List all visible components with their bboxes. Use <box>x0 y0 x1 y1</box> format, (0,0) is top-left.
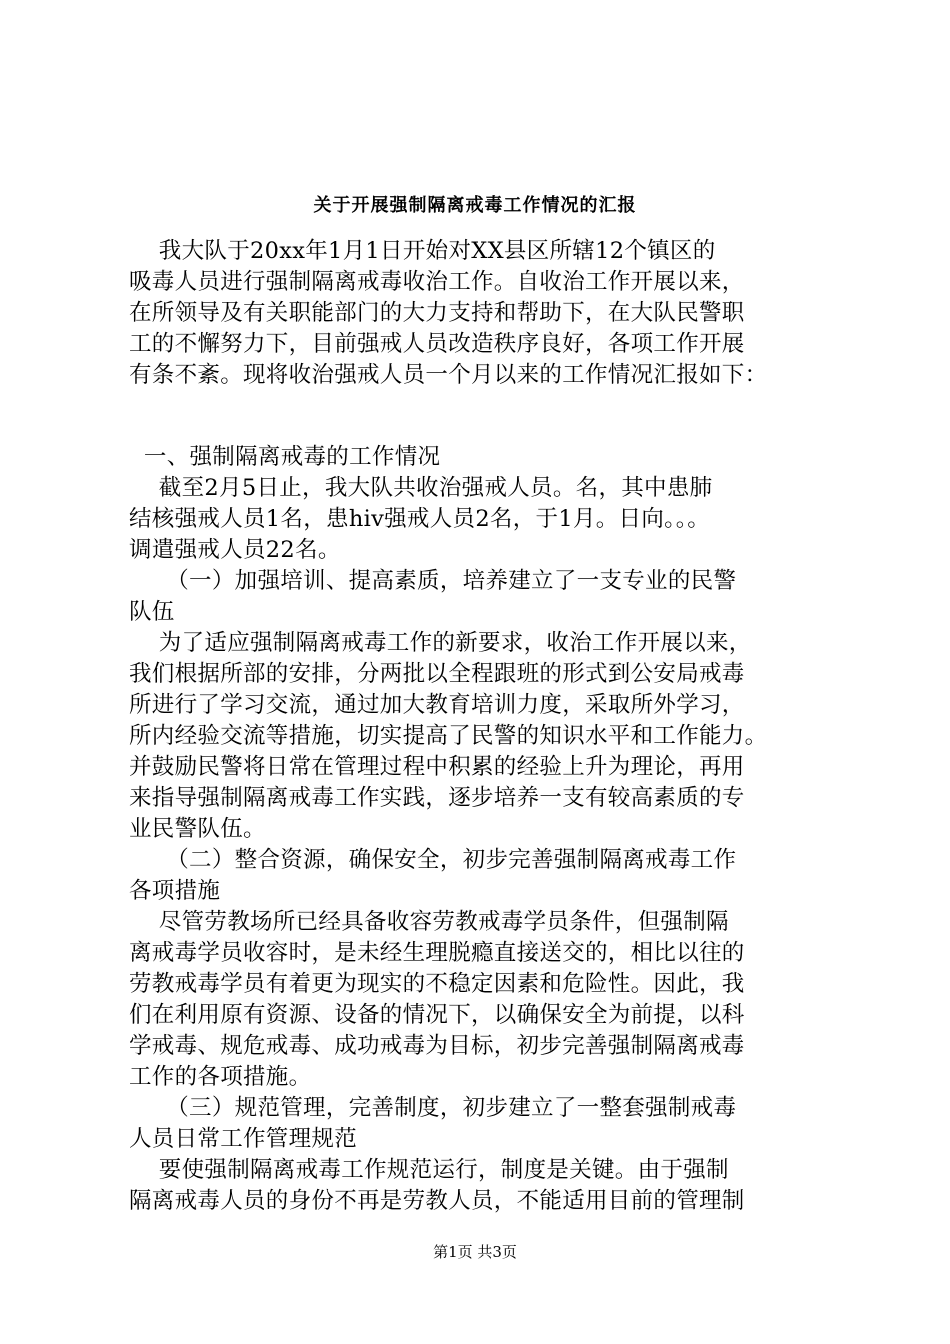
text-line: 在所领导及有关职能部门的大力支持和帮助下，在大队民警职 <box>129 300 745 326</box>
text-line: 人员日常工作管理规范 <box>129 1126 358 1152</box>
text-line: 离戒毒学员收容时，是未经生理脱瘾直接送交的，相比以往的 <box>129 940 745 966</box>
text-line: 调遣强戒人员22名。 <box>129 537 341 563</box>
text-line: 所进行了学习交流，通过加大教育培训力度，采取所外学习， <box>129 692 745 718</box>
text-line: 劳教戒毒学员有着更为现实的不稳定因素和危险性。因此，我 <box>129 971 745 997</box>
text-line: 截至2月5日止，我大队共收治强戒人员。名，其中患肺 <box>129 475 713 501</box>
text-line: 我们根据所部的安排，分两批以全程跟班的形式到公安局戒毒 <box>129 661 745 687</box>
text-line: 为了适应强制隔离戒毒工作的新要求，收治工作开展以来， <box>129 630 752 656</box>
text-line: 学戒毒、规危戒毒、成功戒毒为目标，初步完善强制隔离戒毒 <box>129 1033 745 1059</box>
text-line: 工作的各项措施。 <box>129 1064 312 1090</box>
document-title: 关于开展强制隔离戒毒工作情况的汇报 <box>313 195 637 216</box>
text-line: 吸毒人员进行强制隔离戒毒收治工作。自收治工作开展以来， <box>129 269 745 295</box>
text-line: 各项措施 <box>129 878 221 904</box>
text-line: 尽管劳教场所已经具备收容劳教戒毒学员条件，但强制隔 <box>129 909 729 935</box>
text-line: 一、强制隔离戒毒的工作情况 <box>129 444 441 470</box>
text-line: 要使强制隔离戒毒工作规范运行，制度是关键。由于强制 <box>129 1157 729 1183</box>
text-line: 队伍 <box>129 599 175 625</box>
text-line: 工的不懈努力下，目前强戒人员改造秩序良好，各项工作开展 <box>129 331 745 357</box>
text-line: 来指导强制隔离戒毒工作实践，逐步培养一支有较高素质的专 <box>129 785 745 811</box>
text-line: 们在利用原有资源、设备的情况下，以确保安全为前提，以科 <box>129 1002 745 1028</box>
text-line: 业民警队伍。 <box>129 816 266 842</box>
page-footer: 第1页 共3页 <box>433 1243 517 1261</box>
text-line: （二）整合资源，确保安全，初步完善强制隔离戒毒工作 <box>129 847 737 873</box>
text-line: 所内经验交流等措施，切实提高了民警的知识水平和工作能力。 <box>129 723 768 749</box>
text-line: （三）规范管理，完善制度，初步建立了一整套强制戒毒 <box>129 1095 737 1121</box>
text-line: 有条不紊。现将收治强戒人员一个月以来的工作情况汇报如下： <box>129 362 768 388</box>
text-line: 并鼓励民警将日常在管理过程中积累的经验上升为理论，再用 <box>129 754 745 780</box>
text-line: 隔离戒毒人员的身份不再是劳教人员，不能适用目前的管理制 <box>129 1188 745 1214</box>
paragraph-gap <box>129 391 834 442</box>
document-body <box>129 236 834 1217</box>
text-line: （一）加强培训、提高素质，培养建立了一支专业的民警 <box>129 568 737 594</box>
text-line: 结核强戒人员1名，患hiv强戒人员2名，于1月。日向。。。 <box>129 506 711 532</box>
text-line: 我大队于20xx年1月1日开始对XX县区所辖12个镇区的 <box>129 238 716 264</box>
